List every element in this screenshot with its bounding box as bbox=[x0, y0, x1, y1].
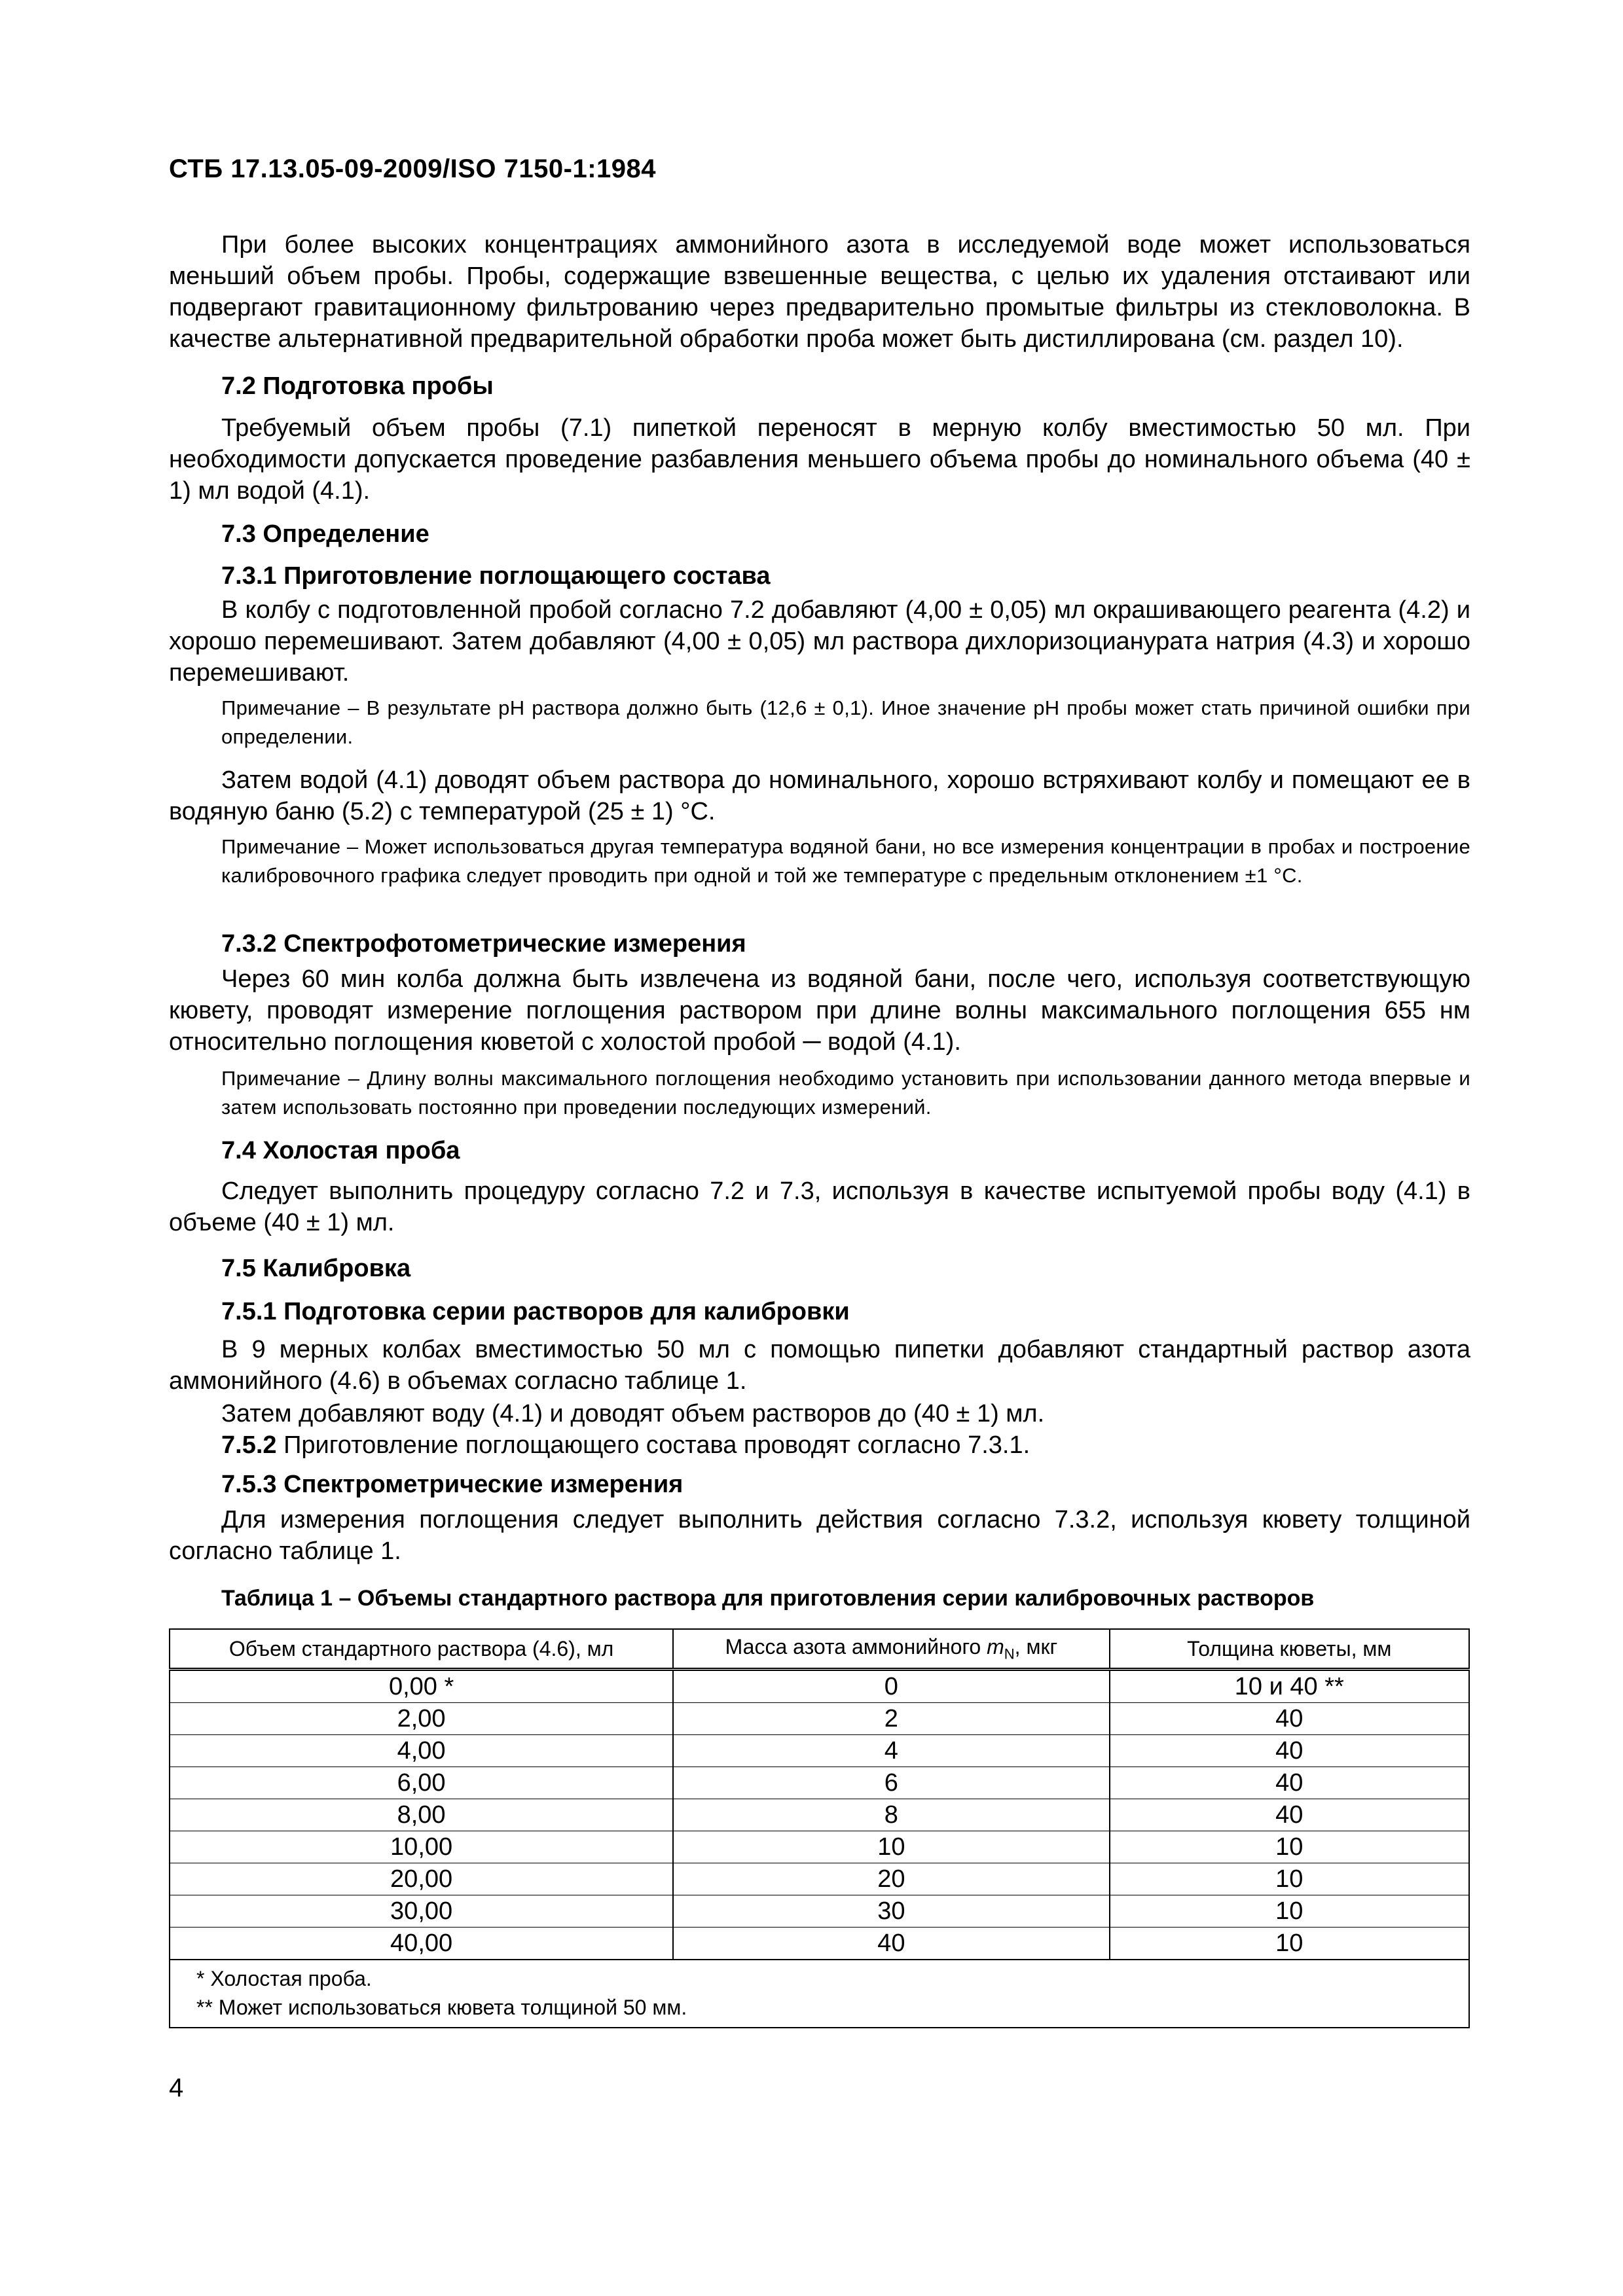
note-3: Примечание – Длину волны максимального поглощения необходимо установить при использовании данного метода впервые и затем использовать постоянно при проведении последующих измерений. bbox=[221, 1067, 1470, 1119]
section-7-5-title: 7.5 Калибровка bbox=[221, 1255, 411, 1282]
table-cell: 40,00 bbox=[170, 1928, 673, 1960]
table-cell: 30,00 bbox=[170, 1895, 673, 1928]
mass-subscript: N bbox=[1004, 1645, 1015, 1662]
table-cell: 40 bbox=[1110, 1799, 1469, 1831]
table-cell: 2 bbox=[673, 1703, 1109, 1735]
table-cell: 10 bbox=[1110, 1928, 1469, 1960]
section-7-3-1-text: В колбу с подготовленной пробой согласно 7.2 добавляют (4,00 ± 0,05) мл окрашивающего реагента (4.2) и хорошо перемешивают. Затем добавляют (4,00 ± 0,05) мл раствора дихлоризоциануратa натрия (4.3) и хорошо перемешивают. bbox=[169, 596, 1470, 687]
table-row bbox=[170, 1767, 1469, 1799]
mass-variable: m bbox=[987, 1634, 1004, 1659]
document-header: СТБ 17.13.05-09-2009/ISO 7150-1:1984 bbox=[169, 154, 656, 183]
calibration-table bbox=[169, 1628, 1470, 2028]
column-header-volume: Объем стандартного раствора (4.6), мл bbox=[170, 1629, 673, 1670]
table-cell: 40 bbox=[1110, 1735, 1469, 1767]
table-cell: 8,00 bbox=[170, 1799, 673, 1831]
table-cell: 4,00 bbox=[170, 1735, 673, 1767]
section-7-5-1-text: В 9 мерных колбах вместимостью 50 мл с помощью пипетки добавляют стандартный раствор азота аммонийного (4.6) в объемах согласно таблице 1. bbox=[169, 1336, 1470, 1395]
section-7-2-text: Требуемый объем пробы (7.1) пипеткой переносят в мерную колбу вместимостью 50 мл. При необходимости допускается проведение разбавления меньшего объема пробы до номинального объема (40 ± 1) мл водой (4.1). bbox=[169, 414, 1470, 505]
section-7-3-2-text: Через 60 мин колба должна быть извлечена из водяной бани, после чего, используя соответствующую кювету, проводят измерение поглощения раствором при длине волны максимального поглощения 655 нм относительно поглощения кюветой с холостой пробой ─ водой (4.1). bbox=[169, 965, 1470, 1056]
section-7-2-title: 7.2 Подготовка пробы bbox=[221, 372, 494, 400]
table-row bbox=[170, 1670, 1469, 1703]
table-cell: 10 bbox=[1110, 1863, 1469, 1895]
table-cell: 40 bbox=[1110, 1703, 1469, 1735]
section-7-5-1-text-2: Затем добавляют воду (4.1) и доводят объем растворов до (40 ± 1) мл. bbox=[221, 1400, 1045, 1427]
section-7-3-title: 7.3 Определение bbox=[221, 520, 429, 548]
table-cell: 20 bbox=[673, 1863, 1109, 1895]
section-7-5-2-number: 7.5.2 bbox=[221, 1431, 277, 1459]
section-7-5-2 bbox=[221, 1429, 1030, 1461]
table-cell: 30 bbox=[673, 1895, 1109, 1928]
table-cell: 0,00 * bbox=[170, 1670, 673, 1703]
table-cell: 4 bbox=[673, 1735, 1109, 1767]
section-7-5-3-title: 7.5.3 Спектрометрические измерения bbox=[221, 1471, 684, 1498]
table-row bbox=[170, 1895, 1469, 1928]
footnote-2: ** Может использоваться кювета толщиной 50 мм. bbox=[196, 1996, 687, 2019]
table-row bbox=[170, 1863, 1469, 1895]
table-row bbox=[170, 1703, 1469, 1735]
table-header-row bbox=[170, 1629, 1469, 1670]
table-cell: 2,00 bbox=[170, 1703, 673, 1735]
table-cell: 20,00 bbox=[170, 1863, 673, 1895]
table-cell: 10 bbox=[1110, 1831, 1469, 1863]
section-7-5-1-title: 7.5.1 Подготовка серии растворов для калибровки bbox=[221, 1298, 850, 1325]
table-row bbox=[170, 1799, 1469, 1831]
table-row bbox=[170, 1831, 1469, 1863]
column-header-thickness: Толщина кюветы, мм bbox=[1110, 1629, 1469, 1670]
mass-header-text: Масса азота аммонийного bbox=[725, 1634, 987, 1659]
section-7-5-2-text: Приготовление поглощающего состава проводят согласно 7.3.1. bbox=[276, 1431, 1030, 1459]
column-header-mass bbox=[673, 1629, 1109, 1670]
table-footnotes bbox=[170, 1960, 1469, 2028]
intro-paragraph: При более высоких концентрациях аммонийного азота в исследуемой воде может использоваться меньший объем пробы. Пробы, содержащие взвешенные вещества, с целью их удаления отстаивают или подвергают гравитационному фильтрованию через предварительно промытые фильтры из стекловолокна. В качестве альтернативной предварительной обработки проба может быть дистиллирована (см. раздел 10). bbox=[169, 231, 1470, 353]
table-row bbox=[170, 1735, 1469, 1767]
table-cell: 8 bbox=[673, 1799, 1109, 1831]
table-cell: 10 bbox=[1110, 1895, 1469, 1928]
note-2: Примечание – Может использоваться другая температура водяной бани, но все измерения концентрации в пробах и построение калибровочного графика следует проводить при одной и той же температуре с предельным отклонением ±1 °С. bbox=[221, 835, 1470, 887]
table-caption: Таблица 1 – Объемы стандартного раствора для приготовления серии калибровочных растворов bbox=[221, 1586, 1315, 1611]
table-cell: 40 bbox=[1110, 1767, 1469, 1799]
mass-header-unit: , мкг bbox=[1014, 1634, 1058, 1659]
table-cell: 10 и 40 ** bbox=[1110, 1670, 1469, 1703]
table-cell: 6,00 bbox=[170, 1767, 673, 1799]
section-7-4-text: Следует выполнить процедуру согласно 7.2 и 7.3, используя в качестве испытуемой пробы воду (4.1) в объеме (40 ± 1) мл. bbox=[169, 1177, 1470, 1236]
table-row bbox=[170, 1928, 1469, 1960]
section-7-3-1-text-2: Затем водой (4.1) доводят объем раствора до номинального, хорошо встряхивают колбу и помещают ее в водяную баню (5.2) с температурой (25 ± 1) °С. bbox=[169, 766, 1470, 825]
note-1: Примечание – В результате pH раствора должно быть (12,6 ± 0,1). Иное значение pH пробы может стать причиной ошибки при определении. bbox=[221, 696, 1470, 748]
table-cell: 10 bbox=[673, 1831, 1109, 1863]
table-cell: 0 bbox=[673, 1670, 1109, 1703]
footnote-1: * Холостая проба. bbox=[196, 1967, 372, 1990]
section-7-3-2-title: 7.3.2 Спектрофотометрические измерения bbox=[221, 930, 746, 958]
table-cell: 10,00 bbox=[170, 1831, 673, 1863]
table-cell: 40 bbox=[673, 1928, 1109, 1960]
section-7-5-3-text: Для измерения поглощения следует выполнить действия согласно 7.3.2, используя кювету толщиной согласно таблице 1. bbox=[169, 1506, 1470, 1565]
section-7-3-1-title: 7.3.1 Приготовление поглощающего состава bbox=[221, 562, 771, 590]
page-number: 4 bbox=[169, 2073, 184, 2102]
section-7-4-title: 7.4 Холостая проба bbox=[221, 1137, 460, 1164]
table-cell: 6 bbox=[673, 1767, 1109, 1799]
table-footnote-row bbox=[170, 1960, 1469, 2028]
